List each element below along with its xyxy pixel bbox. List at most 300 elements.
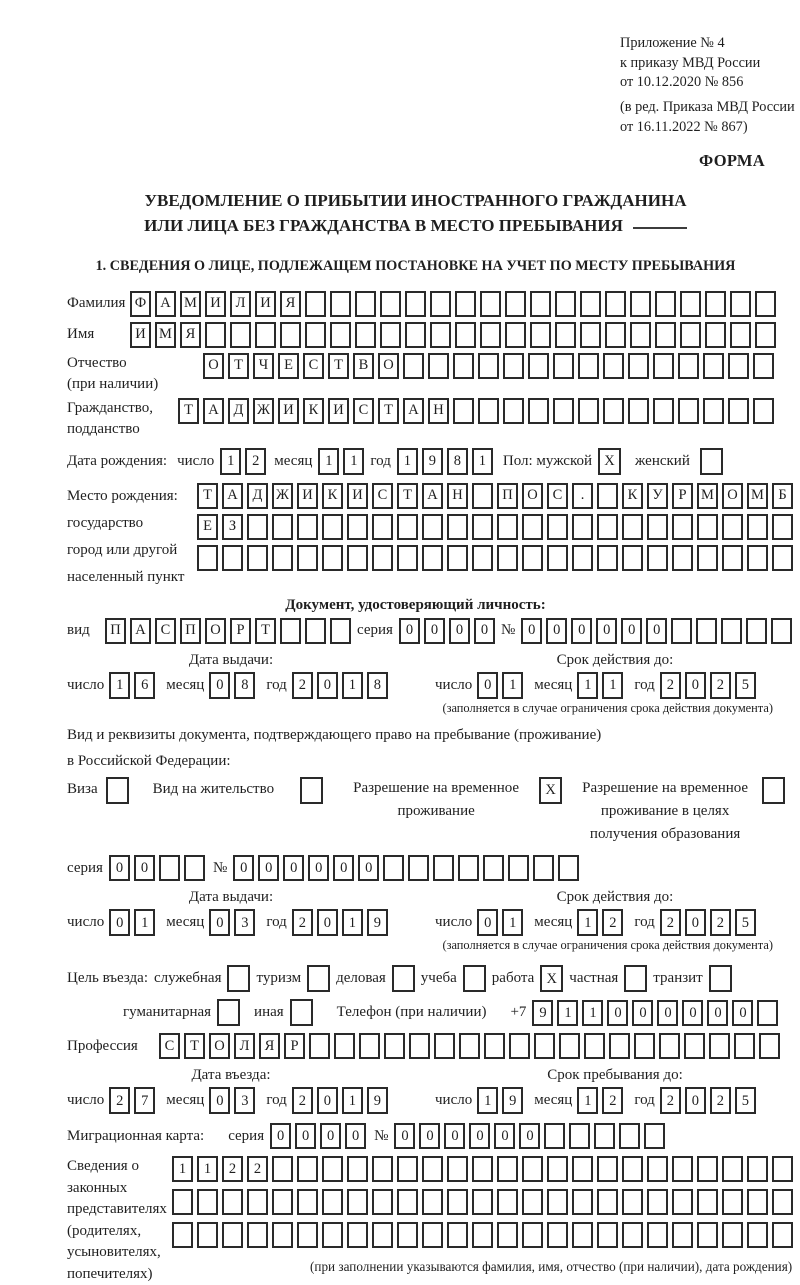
migration-number-cell[interactable]: 0 (394, 1123, 415, 1149)
firstname-cell[interactable] (280, 322, 301, 348)
surname-cell[interactable] (505, 291, 526, 317)
stay-year-cell[interactable]: 2 (660, 1087, 681, 1114)
representatives-row3-cell[interactable] (347, 1222, 368, 1248)
purpose-humanitarian-checkbox-cell[interactable] (217, 999, 240, 1026)
birthplace-row1-cell[interactable]: С (547, 483, 568, 509)
migration-series-cell[interactable]: 0 (270, 1123, 291, 1149)
birthplace-row3-cell[interactable] (197, 545, 218, 571)
migration-number-cell[interactable] (569, 1123, 590, 1149)
birthplace-row3-cell[interactable] (522, 545, 543, 571)
representatives-row3-cell[interactable] (447, 1222, 468, 1248)
firstname-cell[interactable] (755, 322, 776, 348)
citizenship-cell[interactable] (528, 398, 549, 424)
citizenship-cell[interactable] (678, 398, 699, 424)
birthplace-row2-cell[interactable] (772, 514, 793, 540)
birth-day-cell[interactable]: 2 (245, 448, 266, 475)
patronymic-cell[interactable] (628, 353, 649, 379)
representatives-row1-cell[interactable] (472, 1156, 493, 1182)
stay-day-cell[interactable]: 1 (477, 1087, 498, 1114)
representatives-row3-cell[interactable] (197, 1222, 218, 1248)
citizenship-cell[interactable]: С (353, 398, 374, 424)
representatives-row2-cell[interactable] (372, 1189, 393, 1215)
citizenship-cell[interactable] (653, 398, 674, 424)
permit-number-cell[interactable] (533, 855, 554, 881)
surname-cell[interactable] (530, 291, 551, 317)
sex-male-checkbox-cell[interactable]: X (598, 448, 621, 475)
birthplace-row2-cell[interactable] (572, 514, 593, 540)
identity-issue-month-cell[interactable]: 0 (209, 672, 230, 699)
birthplace-row3-cell[interactable] (547, 545, 568, 571)
representatives-row3-cell[interactable] (622, 1222, 643, 1248)
representatives-row1-cell[interactable] (447, 1156, 468, 1182)
permit-issue-year-cell[interactable]: 0 (317, 909, 338, 936)
representatives-row1-cell[interactable] (672, 1156, 693, 1182)
representatives-row2-cell[interactable] (247, 1189, 268, 1215)
birthplace-row3-cell[interactable] (247, 545, 268, 571)
birthplace-row1-cell[interactable]: Б (772, 483, 793, 509)
profession-cell[interactable] (459, 1033, 480, 1059)
identity-issue-year-cell[interactable]: 1 (342, 672, 363, 699)
citizenship-cell[interactable]: Т (178, 398, 199, 424)
stay-year-cell[interactable]: 2 (710, 1087, 731, 1114)
identity-valid-year-cell[interactable]: 2 (710, 672, 731, 699)
representatives-row3-cell[interactable] (672, 1222, 693, 1248)
representatives-row1-cell[interactable] (372, 1156, 393, 1182)
birthplace-row3-cell[interactable] (347, 545, 368, 571)
birth-month-cell[interactable]: 1 (318, 448, 339, 475)
citizenship-cell[interactable]: И (278, 398, 299, 424)
doc-type-cell[interactable] (280, 618, 301, 644)
stay-month-cell[interactable]: 2 (602, 1087, 623, 1114)
migration-number-cell[interactable]: 0 (469, 1123, 490, 1149)
birthplace-row3-cell[interactable] (297, 545, 318, 571)
birthplace-row2-cell[interactable] (397, 514, 418, 540)
doc-type-cell[interactable]: П (105, 618, 126, 644)
birth-year-cell[interactable]: 8 (447, 448, 468, 475)
representatives-row2-cell[interactable] (272, 1189, 293, 1215)
phone-cell[interactable]: 0 (682, 1000, 703, 1026)
citizenship-cell[interactable] (753, 398, 774, 424)
representatives-row1-cell[interactable] (547, 1156, 568, 1182)
visa-checkbox-cell[interactable] (106, 777, 129, 804)
representatives-row3-cell[interactable] (747, 1222, 768, 1248)
birthplace-row2-cell[interactable] (747, 514, 768, 540)
profession-cell[interactable] (659, 1033, 680, 1059)
birthplace-row3-cell[interactable] (322, 545, 343, 571)
birthplace-row2-cell[interactable] (347, 514, 368, 540)
doc-type-cell[interactable] (305, 618, 326, 644)
profession-cell[interactable] (634, 1033, 655, 1059)
birthplace-row2-cell[interactable] (422, 514, 443, 540)
doc-number-cell[interactable] (721, 618, 742, 644)
entry-month-cell[interactable]: 0 (209, 1087, 230, 1114)
birthplace-row3-cell[interactable] (372, 545, 393, 571)
representatives-row2-cell[interactable] (172, 1189, 193, 1215)
doc-series-cell[interactable]: 0 (424, 618, 445, 644)
patronymic-cell[interactable] (578, 353, 599, 379)
migration-number-cell[interactable] (619, 1123, 640, 1149)
doc-number-cell[interactable]: 0 (521, 618, 542, 644)
birthplace-row3-cell[interactable] (447, 545, 468, 571)
firstname-cell[interactable]: М (155, 322, 176, 348)
representatives-row1-cell[interactable] (322, 1156, 343, 1182)
representatives-row3-cell[interactable] (497, 1222, 518, 1248)
birthplace-row3-cell[interactable] (772, 545, 793, 571)
identity-issue-year-cell[interactable]: 0 (317, 672, 338, 699)
surname-cell[interactable]: М (180, 291, 201, 317)
citizenship-cell[interactable] (503, 398, 524, 424)
purpose-private-checkbox-cell[interactable] (624, 965, 647, 992)
representatives-row3-cell[interactable] (272, 1222, 293, 1248)
representatives-row2-cell[interactable] (197, 1189, 218, 1215)
permit-number-cell[interactable] (458, 855, 479, 881)
firstname-cell[interactable] (405, 322, 426, 348)
birthplace-row3-cell[interactable] (622, 545, 643, 571)
firstname-cell[interactable]: Я (180, 322, 201, 348)
patronymic-cell[interactable] (403, 353, 424, 379)
birth-day-cell[interactable]: 1 (220, 448, 241, 475)
birthplace-row1-cell[interactable]: И (347, 483, 368, 509)
birthplace-row3-cell[interactable] (747, 545, 768, 571)
surname-cell[interactable]: А (155, 291, 176, 317)
permit-valid-year-cell[interactable]: 2 (660, 909, 681, 936)
profession-cell[interactable] (434, 1033, 455, 1059)
citizenship-cell[interactable] (603, 398, 624, 424)
patronymic-cell[interactable]: О (203, 353, 224, 379)
permit-valid-month-cell[interactable]: 2 (602, 909, 623, 936)
patronymic-cell[interactable] (528, 353, 549, 379)
firstname-cell[interactable] (305, 322, 326, 348)
purpose-tourism-checkbox-cell[interactable] (307, 965, 330, 992)
representatives-row3-cell[interactable] (322, 1222, 343, 1248)
birthplace-row3-cell[interactable] (272, 545, 293, 571)
surname-cell[interactable] (330, 291, 351, 317)
patronymic-cell[interactable] (478, 353, 499, 379)
birthplace-row1-cell[interactable]: А (222, 483, 243, 509)
firstname-cell[interactable] (380, 322, 401, 348)
representatives-row2-cell[interactable] (672, 1189, 693, 1215)
representatives-row1-cell[interactable] (697, 1156, 718, 1182)
patronymic-cell[interactable] (678, 353, 699, 379)
firstname-cell[interactable] (430, 322, 451, 348)
permit-number-cell[interactable]: 0 (283, 855, 304, 881)
permit-series-cell[interactable] (184, 855, 205, 881)
surname-cell[interactable]: И (205, 291, 226, 317)
patronymic-cell[interactable]: Ч (253, 353, 274, 379)
migration-number-cell[interactable] (544, 1123, 565, 1149)
firstname-cell[interactable] (330, 322, 351, 348)
birthplace-row1-cell[interactable]: Н (447, 483, 468, 509)
migration-series-cell[interactable]: 0 (295, 1123, 316, 1149)
firstname-cell[interactable] (355, 322, 376, 348)
surname-cell[interactable] (455, 291, 476, 317)
representatives-row2-cell[interactable] (597, 1189, 618, 1215)
temp-residence-edu-checkbox-cell[interactable] (762, 777, 785, 804)
permit-issue-month-cell[interactable]: 0 (209, 909, 230, 936)
birthplace-row1-cell[interactable]: К (622, 483, 643, 509)
representatives-row1-cell[interactable] (397, 1156, 418, 1182)
phone-cell[interactable]: 0 (732, 1000, 753, 1026)
representatives-row1-cell[interactable] (622, 1156, 643, 1182)
representatives-row1-cell[interactable]: 2 (247, 1156, 268, 1182)
patronymic-cell[interactable]: Т (228, 353, 249, 379)
entry-year-cell[interactable]: 0 (317, 1087, 338, 1114)
birthplace-row3-cell[interactable] (647, 545, 668, 571)
patronymic-cell[interactable]: В (353, 353, 374, 379)
purpose-business-checkbox-cell[interactable] (392, 965, 415, 992)
firstname-cell[interactable] (580, 322, 601, 348)
identity-issue-year-cell[interactable]: 2 (292, 672, 313, 699)
representatives-row3-cell[interactable] (172, 1222, 193, 1248)
permit-number-cell[interactable] (408, 855, 429, 881)
migration-series-cell[interactable]: 0 (320, 1123, 341, 1149)
doc-type-cell[interactable]: А (130, 618, 151, 644)
identity-valid-day-cell[interactable]: 1 (502, 672, 523, 699)
permit-issue-day-cell[interactable]: 0 (109, 909, 130, 936)
representatives-row2-cell[interactable] (347, 1189, 368, 1215)
sex-female-checkbox-cell[interactable] (700, 448, 723, 475)
permit-valid-year-cell[interactable]: 0 (685, 909, 706, 936)
migration-number-cell[interactable]: 0 (419, 1123, 440, 1149)
citizenship-cell[interactable] (728, 398, 749, 424)
citizenship-cell[interactable]: Т (378, 398, 399, 424)
patronymic-cell[interactable] (653, 353, 674, 379)
firstname-cell[interactable] (205, 322, 226, 348)
citizenship-cell[interactable] (553, 398, 574, 424)
birthplace-row3-cell[interactable] (572, 545, 593, 571)
patronymic-cell[interactable] (503, 353, 524, 379)
representatives-row3-cell[interactable] (722, 1222, 743, 1248)
purpose-official-checkbox-cell[interactable] (227, 965, 250, 992)
representatives-row1-cell[interactable] (272, 1156, 293, 1182)
phone-cell[interactable]: 0 (707, 1000, 728, 1026)
permit-number-cell[interactable] (508, 855, 529, 881)
permit-issue-year-cell[interactable]: 1 (342, 909, 363, 936)
phone-cell[interactable]: 1 (557, 1000, 578, 1026)
permit-valid-day-cell[interactable]: 0 (477, 909, 498, 936)
birthplace-row2-cell[interactable] (472, 514, 493, 540)
representatives-row2-cell[interactable] (397, 1189, 418, 1215)
surname-cell[interactable] (305, 291, 326, 317)
citizenship-cell[interactable] (578, 398, 599, 424)
birth-year-cell[interactable]: 1 (472, 448, 493, 475)
birthplace-row2-cell[interactable] (247, 514, 268, 540)
doc-series-cell[interactable]: 0 (474, 618, 495, 644)
representatives-row3-cell[interactable] (547, 1222, 568, 1248)
stay-day-cell[interactable]: 9 (502, 1087, 523, 1114)
representatives-row3-cell[interactable] (697, 1222, 718, 1248)
representatives-row2-cell[interactable] (722, 1189, 743, 1215)
profession-cell[interactable] (384, 1033, 405, 1059)
birthplace-row3-cell[interactable] (422, 545, 443, 571)
permit-number-cell[interactable]: 0 (333, 855, 354, 881)
patronymic-cell[interactable] (453, 353, 474, 379)
birthplace-row1-cell[interactable]: И (297, 483, 318, 509)
birthplace-row1-cell[interactable]: Ж (272, 483, 293, 509)
representatives-row2-cell[interactable] (322, 1189, 343, 1215)
doc-number-cell[interactable] (771, 618, 792, 644)
representatives-row1-cell[interactable] (647, 1156, 668, 1182)
profession-cell[interactable]: Т (184, 1033, 205, 1059)
doc-number-cell[interactable]: 0 (571, 618, 592, 644)
permit-number-cell[interactable] (383, 855, 404, 881)
birthplace-row3-cell[interactable] (497, 545, 518, 571)
surname-cell[interactable]: И (255, 291, 276, 317)
birth-month-cell[interactable]: 1 (343, 448, 364, 475)
citizenship-cell[interactable] (703, 398, 724, 424)
identity-valid-year-cell[interactable]: 0 (685, 672, 706, 699)
representatives-row1-cell[interactable]: 1 (172, 1156, 193, 1182)
firstname-cell[interactable] (730, 322, 751, 348)
profession-cell[interactable]: С (159, 1033, 180, 1059)
permit-series-cell[interactable] (159, 855, 180, 881)
permit-number-cell[interactable]: 0 (358, 855, 379, 881)
birthplace-row1-cell[interactable] (597, 483, 618, 509)
representatives-row2-cell[interactable] (747, 1189, 768, 1215)
firstname-cell[interactable] (455, 322, 476, 348)
representatives-row2-cell[interactable] (222, 1189, 243, 1215)
firstname-cell[interactable] (255, 322, 276, 348)
permit-number-cell[interactable]: 0 (258, 855, 279, 881)
representatives-row2-cell[interactable] (622, 1189, 643, 1215)
surname-cell[interactable] (655, 291, 676, 317)
representatives-row1-cell[interactable] (772, 1156, 793, 1182)
profession-cell[interactable]: Л (234, 1033, 255, 1059)
patronymic-cell[interactable]: Е (278, 353, 299, 379)
birthplace-row1-cell[interactable]: Д (247, 483, 268, 509)
firstname-cell[interactable] (655, 322, 676, 348)
birthplace-row2-cell[interactable] (322, 514, 343, 540)
permit-valid-day-cell[interactable]: 1 (502, 909, 523, 936)
birthplace-row3-cell[interactable] (397, 545, 418, 571)
permit-issue-year-cell[interactable]: 2 (292, 909, 313, 936)
stay-year-cell[interactable]: 0 (685, 1087, 706, 1114)
patronymic-cell[interactable]: Т (328, 353, 349, 379)
firstname-cell[interactable]: И (130, 322, 151, 348)
firstname-cell[interactable] (705, 322, 726, 348)
birthplace-row2-cell[interactable]: З (222, 514, 243, 540)
profession-cell[interactable] (484, 1033, 505, 1059)
representatives-row2-cell[interactable] (422, 1189, 443, 1215)
birthplace-row1-cell[interactable]: . (572, 483, 593, 509)
birthplace-row1-cell[interactable]: С (372, 483, 393, 509)
birthplace-row3-cell[interactable] (222, 545, 243, 571)
representatives-row3-cell[interactable] (772, 1222, 793, 1248)
stay-year-cell[interactable]: 5 (735, 1087, 756, 1114)
representatives-row1-cell[interactable] (572, 1156, 593, 1182)
firstname-cell[interactable] (505, 322, 526, 348)
identity-valid-month-cell[interactable]: 1 (577, 672, 598, 699)
identity-issue-year-cell[interactable]: 8 (367, 672, 388, 699)
patronymic-cell[interactable] (553, 353, 574, 379)
birthplace-row3-cell[interactable] (722, 545, 743, 571)
surname-cell[interactable]: Л (230, 291, 251, 317)
entry-month-cell[interactable]: 3 (234, 1087, 255, 1114)
representatives-row1-cell[interactable] (522, 1156, 543, 1182)
surname-cell[interactable] (380, 291, 401, 317)
representatives-row2-cell[interactable] (522, 1189, 543, 1215)
birthplace-row1-cell[interactable]: М (747, 483, 768, 509)
migration-series-cell[interactable]: 0 (345, 1123, 366, 1149)
birthplace-row2-cell[interactable] (297, 514, 318, 540)
representatives-row2-cell[interactable] (647, 1189, 668, 1215)
firstname-cell[interactable] (680, 322, 701, 348)
entry-year-cell[interactable]: 1 (342, 1087, 363, 1114)
birthplace-row1-cell[interactable]: О (722, 483, 743, 509)
birth-year-cell[interactable]: 9 (422, 448, 443, 475)
citizenship-cell[interactable] (478, 398, 499, 424)
citizenship-cell[interactable]: И (328, 398, 349, 424)
doc-series-cell[interactable]: 0 (449, 618, 470, 644)
birthplace-row1-cell[interactable]: М (697, 483, 718, 509)
representatives-row1-cell[interactable] (722, 1156, 743, 1182)
birthplace-row2-cell[interactable] (522, 514, 543, 540)
purpose-other-checkbox-cell[interactable] (290, 999, 313, 1026)
surname-cell[interactable] (755, 291, 776, 317)
profession-cell[interactable]: Р (284, 1033, 305, 1059)
surname-cell[interactable]: Я (280, 291, 301, 317)
surname-cell[interactable] (730, 291, 751, 317)
doc-type-cell[interactable]: Р (230, 618, 251, 644)
profession-cell[interactable] (759, 1033, 780, 1059)
doc-type-cell[interactable]: С (155, 618, 176, 644)
patronymic-cell[interactable]: С (303, 353, 324, 379)
doc-number-cell[interactable]: 0 (596, 618, 617, 644)
representatives-row3-cell[interactable] (372, 1222, 393, 1248)
surname-cell[interactable] (605, 291, 626, 317)
phone-cell[interactable]: 0 (632, 1000, 653, 1026)
birthplace-row3-cell[interactable] (472, 545, 493, 571)
doc-type-cell[interactable]: О (205, 618, 226, 644)
birthplace-row1-cell[interactable]: Т (197, 483, 218, 509)
doc-type-cell[interactable] (330, 618, 351, 644)
profession-cell[interactable] (359, 1033, 380, 1059)
birthplace-row1-cell[interactable]: П (497, 483, 518, 509)
firstname-cell[interactable] (480, 322, 501, 348)
entry-year-cell[interactable]: 9 (367, 1087, 388, 1114)
birthplace-row3-cell[interactable] (672, 545, 693, 571)
representatives-row3-cell[interactable] (597, 1222, 618, 1248)
firstname-cell[interactable] (555, 322, 576, 348)
birthplace-row2-cell[interactable] (622, 514, 643, 540)
doc-number-cell[interactable] (746, 618, 767, 644)
entry-year-cell[interactable]: 2 (292, 1087, 313, 1114)
profession-cell[interactable] (684, 1033, 705, 1059)
identity-valid-day-cell[interactable]: 0 (477, 672, 498, 699)
birthplace-row2-cell[interactable] (447, 514, 468, 540)
birthplace-row2-cell[interactable] (547, 514, 568, 540)
doc-number-cell[interactable] (671, 618, 692, 644)
temp-residence-checkbox-cell[interactable]: X (539, 777, 562, 804)
birthplace-row2-cell[interactable] (722, 514, 743, 540)
profession-cell[interactable] (509, 1033, 530, 1059)
birthplace-row1-cell[interactable]: К (322, 483, 343, 509)
doc-type-cell[interactable]: Т (255, 618, 276, 644)
doc-series-cell[interactable]: 0 (399, 618, 420, 644)
birthplace-row2-cell[interactable]: Е (197, 514, 218, 540)
surname-cell[interactable] (430, 291, 451, 317)
patronymic-cell[interactable]: О (378, 353, 399, 379)
birthplace-row1-cell[interactable]: О (522, 483, 543, 509)
migration-number-cell[interactable]: 0 (444, 1123, 465, 1149)
profession-cell[interactable] (609, 1033, 630, 1059)
birthplace-row2-cell[interactable] (272, 514, 293, 540)
profession-cell[interactable] (559, 1033, 580, 1059)
patronymic-cell[interactable] (603, 353, 624, 379)
profession-cell[interactable] (534, 1033, 555, 1059)
phone-cell[interactable]: 0 (607, 1000, 628, 1026)
stay-month-cell[interactable]: 1 (577, 1087, 598, 1114)
